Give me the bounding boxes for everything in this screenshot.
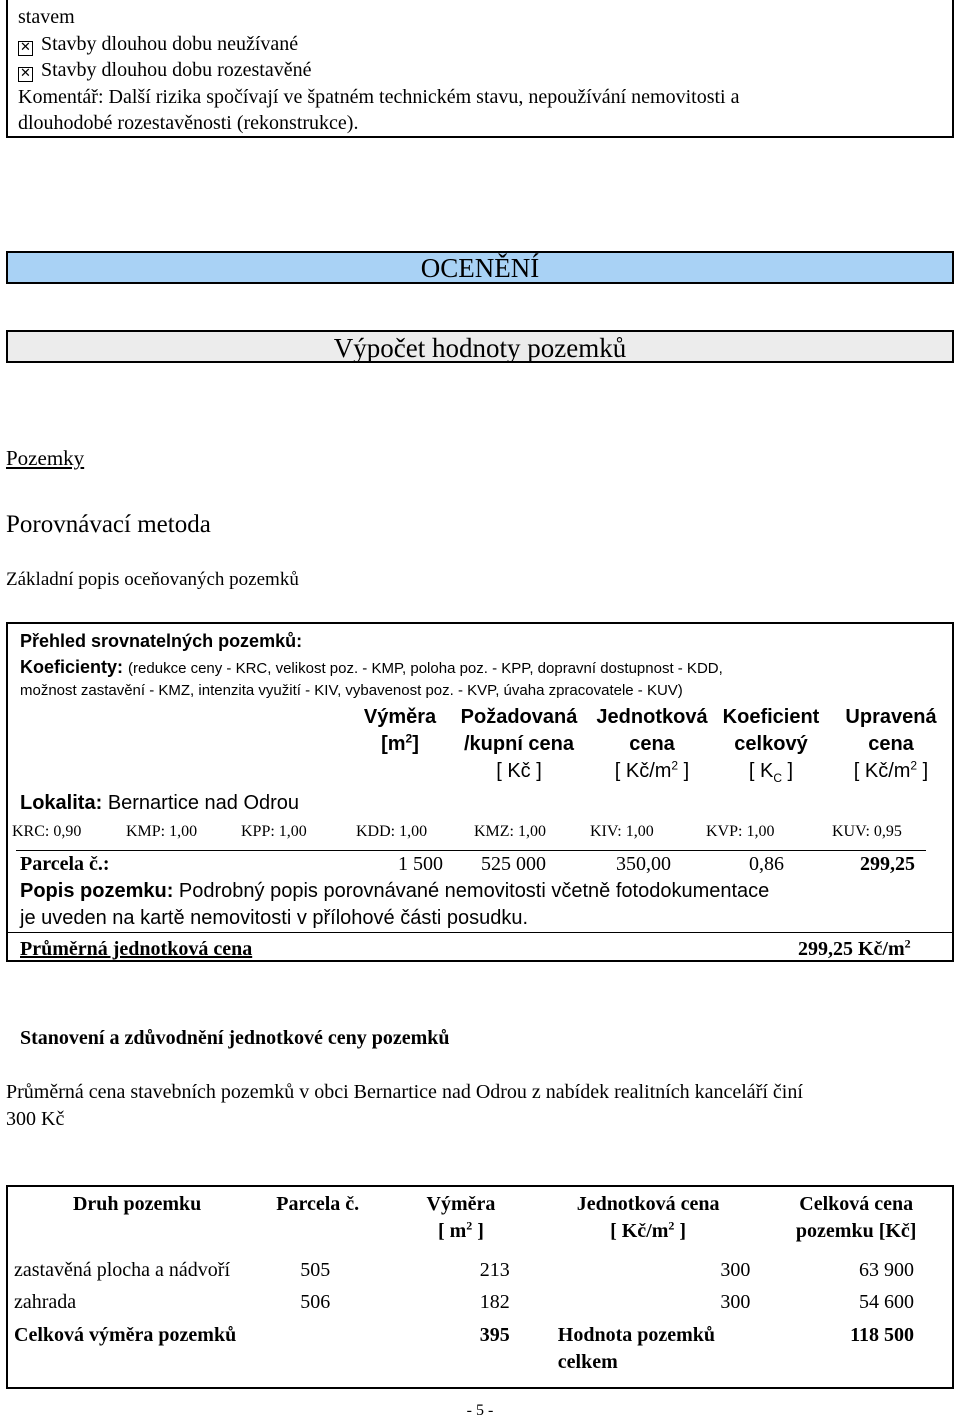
coefficients-label: Koeficienty: — [20, 657, 124, 677]
column-header-jednotkova — [588, 704, 716, 785]
header-line: Jednotková cena — [576, 1193, 720, 1215]
cell-druh: zastavěná plocha a nádvoří — [14, 1258, 231, 1281]
header-line: Upravená — [845, 706, 937, 728]
table-total-row — [7, 1322, 953, 1388]
header-text: [ Kč/m — [853, 760, 911, 782]
justification-text: Průměrná cena stavebních pozemků v obci Bernartice nad Odrou z nabídek realitních kanceláří činí — [6, 1081, 803, 1103]
coefficients-legend — [20, 657, 723, 678]
parcel-description-text: je uveden na kartě nemovitosti v přílohové části posudku. — [20, 907, 529, 929]
header-celkova — [760, 1186, 953, 1257]
justification-text: 300 Kč — [6, 1108, 65, 1130]
header-druh: Druh pozemku — [72, 1193, 202, 1215]
locality-value: Bernartice nad Odrou — [107, 792, 300, 814]
header-line: cena — [868, 733, 914, 755]
coefficient-value: KUV: 0,95 — [832, 823, 902, 840]
header-unit — [716, 758, 826, 785]
heading-basic-description: Základní popis oceňovaných pozemků — [6, 569, 299, 590]
risk-comment-line: dlouhodobé rozestavěnosti (rekonstrukce). — [18, 112, 359, 134]
section-subtitle-banner: Výpočet hodnoty pozemků — [6, 330, 954, 363]
header-line: Celková cena — [799, 1193, 914, 1215]
column-header-vymera — [352, 704, 448, 758]
section-title-banner: OCENĚNÍ — [6, 251, 954, 284]
header-vymera — [386, 1186, 536, 1257]
land-value-table — [6, 1185, 954, 1389]
header-line: Koeficient — [722, 706, 820, 728]
parcel-description — [20, 880, 769, 903]
column-header-upravena — [834, 704, 948, 785]
header-text: ] — [678, 760, 690, 782]
header-text: [ K — [748, 760, 774, 782]
heading-pozemky: Pozemky — [6, 446, 85, 470]
risk-section — [6, 0, 954, 138]
cell-celkem: 54 600 — [859, 1291, 914, 1314]
checked-checkbox-icon: ✕ — [18, 41, 33, 56]
risk-item — [18, 31, 298, 57]
parcel-description-text: Podrobný popis porovnávané nemovitosti včetně fotodokumentace — [173, 880, 770, 902]
header-unit: [ Kč ] — [496, 760, 542, 782]
header-line: Jednotková — [596, 706, 708, 728]
average-price-value — [798, 938, 911, 961]
header-sub: C — [773, 771, 782, 785]
coefficient-value: KMZ: 1,00 — [474, 823, 546, 840]
risk-item — [18, 57, 312, 83]
coefficient-value: KVP: 1,00 — [706, 823, 775, 840]
cell-vymera: 182 — [479, 1291, 510, 1314]
header-sup: 2 — [910, 758, 918, 773]
table-row — [7, 1289, 953, 1321]
divider — [8, 932, 952, 933]
parcel-description-label: Popis pozemku: — [20, 880, 174, 902]
comparison-panel — [6, 622, 954, 962]
risk-text-stavem: stavem — [18, 6, 75, 28]
column-header-pozadovana — [454, 704, 584, 785]
header-line: pozemku [Kč] — [795, 1220, 917, 1242]
header-text: [ Kč/m — [610, 1220, 669, 1242]
parcel-jednotkova-cena: 350,00 — [616, 853, 671, 875]
header-text: [m — [381, 733, 406, 755]
cell-celkem: 63 900 — [859, 1258, 914, 1281]
header-line: cena — [629, 733, 675, 755]
header-text: [ Kč/m — [614, 760, 672, 782]
header-text: ] — [472, 1220, 484, 1242]
parcel-koeficient: 0,86 — [749, 853, 784, 875]
cell-parcela: 505 — [300, 1258, 331, 1281]
header-line: celkový — [734, 733, 808, 755]
cell-cena: 300 — [720, 1258, 751, 1281]
header-sup: 2 — [668, 1218, 675, 1233]
header-text: ] — [782, 760, 794, 782]
header-line — [352, 731, 448, 758]
header-line: Požadovaná — [460, 706, 578, 728]
header-parcela: Parcela č. — [276, 1193, 360, 1215]
parcel-upravena-cena: 299,25 — [860, 853, 915, 875]
header-text: ] — [917, 760, 929, 782]
cell-parcela: 506 — [300, 1291, 331, 1314]
cell-vymera: 213 — [479, 1258, 510, 1281]
header-line — [542, 1218, 755, 1245]
header-jednotkova — [536, 1186, 761, 1257]
column-header-koeficient — [716, 704, 826, 785]
header-line: Výměra — [363, 706, 437, 728]
coefficient-value: KDD: 1,00 — [356, 823, 428, 840]
header-sup: 2 — [405, 731, 413, 746]
coefficients-legend-text: možnost zastavění - KMZ, intenzita využití - KIV, vybavenost poz. - KVP, úvaha zpracovatele - KUV) — [20, 682, 683, 699]
risk-comment-line: Komentář: Další rizika spočívají ve špatném technickém stavu, nepoužívání nemovitosti a — [18, 86, 740, 108]
average-price-sup: 2 — [904, 936, 911, 951]
coefficient-value: KIV: 1,00 — [590, 823, 654, 840]
header-unit — [588, 758, 716, 785]
cell-druh: zahrada — [14, 1291, 77, 1314]
risk-item-label: Stavby dlouhou dobu neužívané — [41, 33, 299, 55]
header-text: ] — [412, 733, 419, 755]
page-number: - 5 - — [466, 1402, 494, 1419]
header-sup: 2 — [671, 758, 679, 773]
divider — [16, 850, 926, 851]
header-text: ] — [674, 1220, 687, 1242]
hodnota-label: Hodnota pozemků celkem — [557, 1323, 716, 1373]
total-label: Celková výměra pozemků — [14, 1323, 237, 1346]
header-line: /kupní cena — [463, 733, 575, 755]
header-text: [ m — [437, 1220, 467, 1242]
parcel-vymera: 1 500 — [398, 853, 443, 875]
parcel-label: Parcela č.: — [20, 853, 110, 875]
header-line — [392, 1218, 530, 1245]
hodnota-value: 118 500 — [850, 1323, 914, 1346]
average-price-label: Průměrná jednotková cena — [20, 938, 253, 960]
coefficient-value: KRC: 0,90 — [12, 823, 82, 840]
comparison-title: Přehled srovnatelných pozemků: — [20, 631, 303, 651]
coefficient-value: KPP: 1,00 — [241, 823, 307, 840]
table-row — [7, 1257, 953, 1289]
risk-item-label: Stavby dlouhou dobu rozestavěné — [41, 59, 312, 81]
header-sup: 2 — [466, 1218, 473, 1233]
locality — [20, 792, 299, 815]
checked-checkbox-icon: ✕ — [18, 67, 33, 82]
average-price-number: 299,25 Kč/m — [798, 938, 905, 960]
header-unit — [834, 758, 948, 785]
header-line: Výměra — [426, 1193, 496, 1215]
cell-cena: 300 — [720, 1291, 751, 1314]
justification-title: Stanovení a zdůvodnění jednotkové ceny pozemků — [20, 1027, 450, 1049]
coefficient-value: KMP: 1,00 — [126, 823, 198, 840]
parcel-pozadovana-cena: 525 000 — [481, 853, 546, 875]
table-header-row — [7, 1186, 953, 1257]
locality-label: Lokalita: — [20, 792, 103, 814]
coefficients-legend-text: (redukce ceny - KRC, velikost poz. - KMP, poloha poz. - KPP, dopravní dostupnost - KDD, — [128, 660, 723, 677]
heading-method: Porovnávací metoda — [6, 511, 211, 538]
total-vymera: 395 — [479, 1323, 510, 1346]
